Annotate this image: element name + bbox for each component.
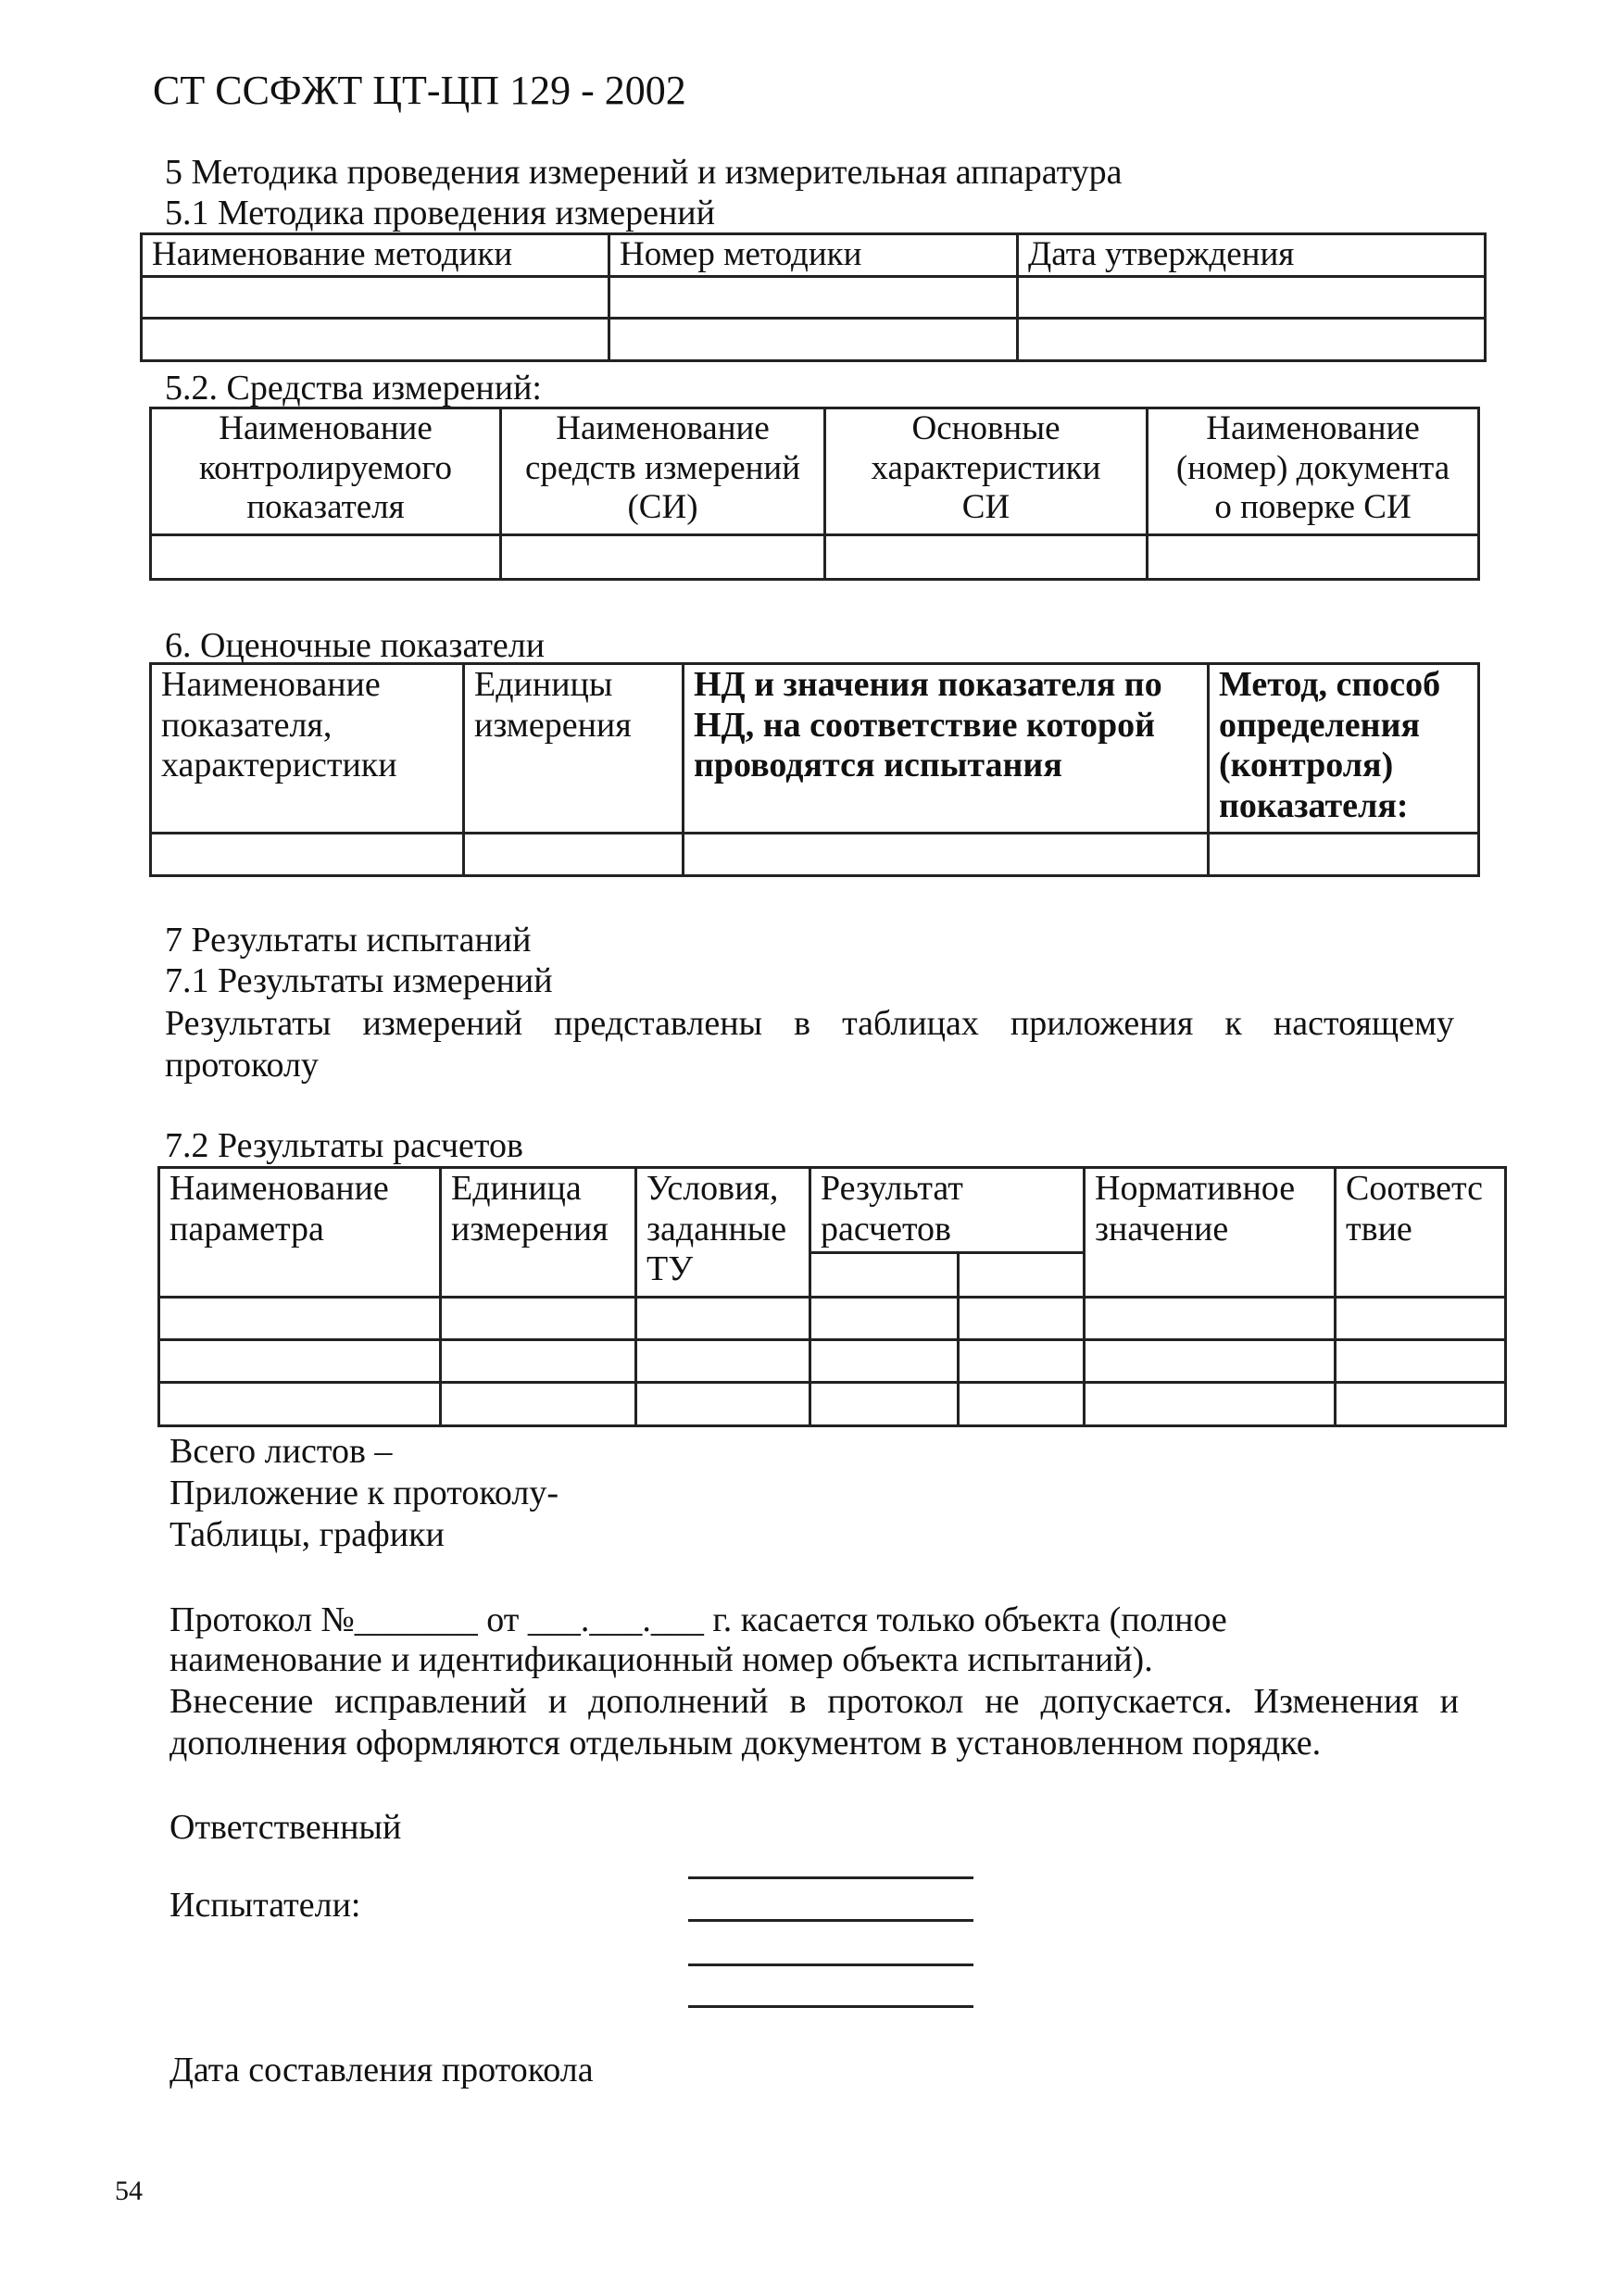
- header-line: Метод, способ: [1219, 665, 1441, 704]
- header-line: показателя:: [1219, 786, 1409, 826]
- table-header-cell: [684, 664, 1209, 834]
- table-cell: [959, 1253, 1085, 1298]
- table-cell: [441, 1340, 636, 1383]
- table-row: [142, 318, 1486, 360]
- table-cell: [159, 1340, 441, 1383]
- table-cell: [151, 834, 464, 876]
- signature-line: [688, 1876, 973, 1879]
- page-number: 54: [115, 2176, 143, 2206]
- header-line: Единица: [451, 1169, 582, 1208]
- table-header-row: [151, 408, 1479, 535]
- header-line: показателя: [246, 488, 405, 527]
- header-line: Единицы: [474, 665, 613, 704]
- protocol-note-line: наименование и идентификационный номер объекта испытаний).: [169, 1640, 1153, 1679]
- table-header-cell: [636, 1168, 810, 1298]
- table-cell: [636, 1340, 810, 1383]
- section-5-2-heading: 5.2. Средства измерений:: [165, 369, 542, 408]
- methods-table: [140, 232, 1487, 362]
- section-5-heading: 5 Методика проведения измерений и измерительная аппаратура: [165, 153, 1123, 192]
- table-cell: [441, 1298, 636, 1340]
- table-cell: [810, 1340, 959, 1383]
- table-row: [159, 1298, 1506, 1340]
- table-cell: [1209, 834, 1479, 876]
- table-header-cell: Наименование методики: [142, 234, 609, 277]
- table-header-cell: [1148, 408, 1479, 535]
- table-cell: [810, 1298, 959, 1340]
- assessment-table: [149, 662, 1480, 877]
- table-cell: [1148, 535, 1479, 580]
- table-cell: [1018, 276, 1486, 318]
- table-cell: [159, 1383, 441, 1426]
- signature-line: [688, 2005, 973, 2008]
- header-line: расчетов: [821, 1209, 951, 1248]
- table-cell: [1336, 1383, 1506, 1426]
- section-7-1-heading: 7.1 Результаты измерений: [165, 961, 553, 1000]
- table-cell: [959, 1298, 1085, 1340]
- header-line: НД и значения показателя по: [694, 665, 1162, 704]
- table-cell: [1018, 318, 1486, 360]
- results-paragraph-line: протоколу: [165, 1046, 319, 1085]
- table-header-cell: Дата утверждения: [1018, 234, 1486, 277]
- section-7-heading: 7 Результаты испытаний: [165, 921, 532, 960]
- table-cell: [609, 318, 1018, 360]
- header-line: измерения: [451, 1209, 609, 1248]
- instruments-table: [149, 407, 1480, 581]
- header-line: Нормативное: [1095, 1169, 1296, 1208]
- table-header-cell: [501, 408, 825, 535]
- header-line: проводятся испытания: [694, 746, 1062, 785]
- header-line: Наименование: [1206, 409, 1420, 447]
- table-header-cell: [464, 664, 684, 834]
- table-cell: [636, 1383, 810, 1426]
- table-cell: [441, 1383, 636, 1426]
- table-cell: [151, 535, 501, 580]
- table-cell: [1336, 1298, 1506, 1340]
- table-cell: [1085, 1383, 1336, 1426]
- section-6-heading: 6. Оценочные показатели: [165, 626, 546, 665]
- table-cell: [159, 1298, 441, 1340]
- signature-line: [688, 1919, 973, 1922]
- tables-label: Таблицы, графики: [169, 1515, 445, 1554]
- header-line: Соответс: [1346, 1169, 1483, 1208]
- header-line: твие: [1346, 1209, 1412, 1248]
- table-row: [159, 1383, 1506, 1426]
- table-header-cell: [441, 1168, 636, 1298]
- section-7-2-heading: 7.2 Результаты расчетов: [165, 1126, 523, 1165]
- table-row: [142, 276, 1486, 318]
- header-line: НД, на соответствие которой: [694, 705, 1156, 745]
- table-header-cell: Номер методики: [609, 234, 1018, 277]
- results-paragraph-line: Результаты измерений представлены в таблицах приложения к настоящему: [165, 1004, 1454, 1043]
- table-cell: [810, 1253, 959, 1298]
- table-header-cell: [1085, 1168, 1336, 1298]
- testers-label: Испытатели:: [169, 1886, 361, 1925]
- header-line: средств измерений: [524, 448, 801, 487]
- table-header-cell: [151, 664, 464, 834]
- header-line: определения: [1219, 705, 1421, 745]
- table-header-cell: [825, 408, 1148, 535]
- signature-line: [688, 1964, 973, 1966]
- table-row: [151, 535, 1479, 580]
- header-line: характеристики: [161, 746, 397, 785]
- table-cell: [825, 535, 1148, 580]
- table-row: [151, 834, 1479, 876]
- table-header-cell: [810, 1168, 1085, 1253]
- header-line: характеристики: [871, 448, 1101, 487]
- table-header-cell: [151, 408, 501, 535]
- table-cell: [1085, 1298, 1336, 1340]
- header-line: показателя,: [161, 705, 333, 745]
- notice-line: Внесение исправлений и дополнений в протокол не допускается. Изменения и: [169, 1682, 1459, 1721]
- header-line: Результат: [821, 1169, 963, 1208]
- table-header-cell: [1209, 664, 1479, 834]
- table-cell: [142, 318, 609, 360]
- header-line: параметра: [169, 1209, 324, 1248]
- header-line: заданные: [646, 1209, 787, 1248]
- table-header-cell: [159, 1168, 441, 1298]
- header-line: значение: [1095, 1209, 1229, 1248]
- header-line: Наименование: [219, 409, 433, 447]
- protocol-note-line: Протокол №_______ от ___.___.___ г. касается только объекта (полное: [169, 1600, 1227, 1639]
- header-line: Основные: [911, 409, 1061, 447]
- responsible-label: Ответственный: [169, 1808, 402, 1847]
- calculations-table: [157, 1166, 1507, 1427]
- header-line: о поверке СИ: [1214, 488, 1412, 527]
- table-cell: [684, 834, 1209, 876]
- table-cell: [609, 276, 1018, 318]
- header-line: Условия,: [646, 1169, 779, 1208]
- header-line: СИ: [961, 488, 1010, 527]
- table-cell: [1085, 1340, 1336, 1383]
- table-header-row: [142, 234, 1486, 277]
- header-line: Наименование: [161, 665, 381, 704]
- table-cell: [636, 1298, 810, 1340]
- table-cell: [464, 834, 684, 876]
- table-cell: [959, 1340, 1085, 1383]
- header-line: (номер) документа: [1175, 448, 1450, 487]
- header-line: Наименование: [169, 1169, 389, 1208]
- document-title: СТ ССФЖТ ЦТ-ЦП 129 - 2002: [153, 68, 686, 113]
- table-cell: [959, 1383, 1085, 1426]
- header-line: (контроля): [1219, 746, 1394, 785]
- table-cell: [810, 1383, 959, 1426]
- table-cell: [1336, 1340, 1506, 1383]
- section-5-1-heading: 5.1 Методика проведения измерений: [165, 194, 715, 232]
- table-cell: [501, 535, 825, 580]
- appendix-label: Приложение к протоколу-: [169, 1474, 559, 1512]
- header-line: Наименование: [556, 409, 770, 447]
- header-line: измерения: [474, 705, 632, 745]
- table-header-cell: [1336, 1168, 1506, 1298]
- table-header-row: [159, 1168, 1506, 1253]
- protocol-date-label: Дата составления протокола: [169, 2051, 594, 2089]
- header-line: контролируемого: [199, 448, 452, 487]
- notice-line: дополнения оформляются отдельным документом в установленном порядке.: [169, 1724, 1322, 1763]
- table-header-row: [151, 664, 1479, 834]
- table-cell: [142, 276, 609, 318]
- header-line: (СИ): [627, 488, 698, 527]
- header-line: ТУ: [646, 1249, 694, 1289]
- sheets-count-label: Всего листов –: [169, 1432, 393, 1471]
- table-row: [159, 1340, 1506, 1383]
